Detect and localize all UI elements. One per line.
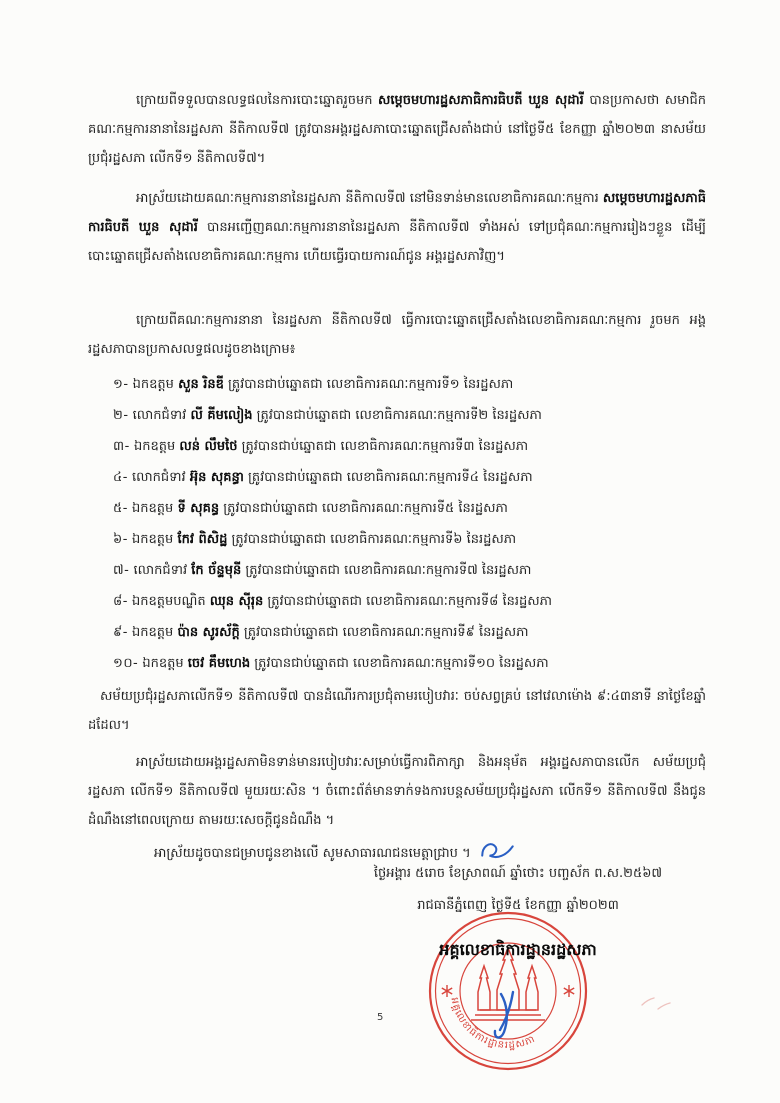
item-number: ១០-: [113, 656, 139, 671]
result-text: ត្រូវបានជាប់ឆ្នោតជា លេខាធិការគណៈកម្មការទី៩ នៃរដ្ឋសភា: [243, 625, 529, 640]
member-honorific: ឯកឧត្តម: [132, 532, 174, 547]
member-name: ឈុន ស៊ីរុន: [209, 594, 264, 609]
president-title-name-2: សម្តេចមហារដ្ឋសភាធិការធិបតី ឃួន សុដារី: [88, 191, 706, 235]
p1-post: បានប្រកាសថា សមាជិកគណៈកម្មការនានានៃរដ្ឋសភា នីតិកាលទី៧ ត្រូវបានអង្គរដ្ឋសភាបោះឆ្នោតជ្រើសតាំងជាប់ នៅថ្ងៃទី៥ ខែកញ្ញា ឆ្នាំ២០២៣ នាសម័យប្រជុំរដ្ឋសភា លើកទី១ នីតិកាលទី៧។: [88, 93, 706, 166]
member-name: កែ ច័ន្ទមុនី: [191, 563, 242, 578]
result-text: ត្រូវបានជាប់ឆ្នោតជា លេខាធិការគណៈកម្មការទី៧ នៃរដ្ឋសភា: [245, 563, 532, 578]
list-item-5: [88, 493, 710, 524]
result-text: ត្រូវបានជាប់ឆ្នោតជា លេខាធិការគណៈកម្មការទី៦ នៃរដ្ឋសភា: [231, 532, 517, 547]
p2-post: បានអញ្ជើញគណៈកម្មការនានានៃរដ្ឋសភា នីតិកាលទី៧ ទាំងអស់ ទៅប្រជុំគណៈកម្មការរៀងៗខ្លួន ដើម្បីបោះឆ្នោតជ្រើសតាំងលេខាធិការគណៈកម្មការ ហើយធ្វើរបាយការណ៍ជូន អង្គរដ្ឋសភាវិញ។: [88, 220, 706, 264]
result-text: ត្រូវបានជាប់ឆ្នោតជា លេខាធិការគណៈកម្មការទី៤ នៃរដ្ឋសភា: [248, 470, 533, 485]
list-item-9: [88, 617, 710, 648]
member-honorific: ឯកឧត្តម: [132, 501, 174, 516]
member-name: អ៊ុន សុគន្ធា: [189, 470, 244, 485]
list-item-4: [88, 462, 710, 493]
signer-title: អគ្គលេខាធិការដ្ឋានរដ្ឋសភា: [439, 940, 597, 959]
list-item-10: [88, 648, 710, 679]
paragraph-session-closed: សម័យប្រជុំរដ្ឋសភាលើកទី១ នីតិកាលទី៧ បានដំណើរការប្រជុំតាមរបៀបវារៈ ចប់សព្វគ្រប់ នៅវេលាម៉ោង ៩:៤៣នាទី នាថ្ងៃខែឆ្នាំដដែល។: [88, 689, 706, 733]
item-number: ៣-: [113, 439, 130, 454]
lunar-date-line: ថ្ងៃអង្គារ ៥រោច ខែស្រាពណ៍ ឆ្នាំថោះ បញ្ចស័ក ព.ស.២៥៦៧: [373, 866, 663, 881]
signature-block: [322, 858, 714, 970]
elected-secretaries-list: [88, 369, 710, 681]
member-honorific: លោកជំទាវ: [132, 470, 186, 485]
list-item-3: [88, 431, 710, 462]
member-name: លន់ លឹមថៃ: [179, 439, 238, 454]
paragraph-postponement: អាស្រ័យដោយអង្គរដ្ឋសភាមិនទាន់មានរបៀបវារៈសម្រាប់ធ្វើការពិភាក្សា និងអនុម័ត អង្គរដ្ឋសភាបានលើក សម័យប្រជុំរដ្ឋសភា លើកទី១ នីតិកាលទី៧ មួយរយៈសិន ។ ចំពោះព័ត៌មានទាក់ទងការបន្តសម័យប្រជុំរដ្ឋសភា លើកទី១ នីតិកាលទី៧ នឹងជូនដំណឹងនៅពេលក្រោយ តាមរយៈសេចក្តីជូនដំណឹង ។: [88, 755, 706, 828]
closing-text: អាស្រ័យដូចបានជម្រាបជូនខាងលើ សូមសាធារណជនមេត្តាជ្រាប ។: [154, 846, 471, 861]
list-item-6: [88, 524, 710, 555]
member-honorific: ឯកឧត្តមបណ្ឌិត: [132, 594, 206, 609]
member-name: លី គីមលៀង: [190, 408, 253, 423]
president-title-name: សម្តេចមហារដ្ឋសភាធិការធិបតី ឃួន សុដារី: [378, 93, 584, 108]
page-number: 5: [377, 1012, 384, 1023]
result-text: ត្រូវបានជាប់ឆ្នោតជា លេខាធិការគណៈកម្មការទី៥ នៃរដ្ឋសភា: [223, 501, 508, 516]
item-number: ៩-: [113, 625, 128, 640]
result-text: ត្រូវបានជាប់ឆ្នោតជា លេខាធិការគណៈកម្មការទី១ នៃរដ្ឋសភា: [228, 377, 514, 392]
item-number: ៧-: [113, 563, 130, 578]
result-text: ត្រូវបានជាប់ឆ្នោតជា លេខាធិការគណៈកម្មការទី៣ នៃរដ្ឋសភា: [241, 439, 529, 454]
p1-pre: ក្រោយពីទទួលបានលទ្ធផលនៃការបោះឆ្នោតរួចមក: [136, 93, 379, 108]
list-item-1: [88, 369, 710, 400]
item-number: ២-: [113, 408, 129, 423]
item-number: ៨-: [113, 594, 128, 609]
gregorian-date-line: រាជធានីភ្នំពេញ ថ្ងៃទី៥ ខែកញ្ញា ឆ្នាំ២០២៣: [417, 898, 619, 913]
member-honorific: ឯកឧត្តម: [132, 377, 174, 392]
stamp-ring-text: អគ្គលេខាធិការដ្ឋានរដ្ឋសភា: [448, 996, 538, 1052]
list-item-8: [88, 586, 710, 617]
item-number: ១-: [113, 377, 129, 392]
item-number: ៤-: [113, 470, 128, 485]
result-text: ត្រូវបានជាប់ឆ្នោតជា លេខាធិការគណៈកម្មការទី៨ នៃរដ្ឋសភា: [267, 594, 552, 609]
member-honorific: លោកជំទាវ: [132, 408, 187, 423]
member-honorific: ឯកឧត្តម: [133, 439, 176, 454]
result-text: ត្រូវបានជាប់ឆ្នោតជា លេខាធិការគណៈកម្មការទី២ នៃរដ្ឋសភា: [256, 408, 542, 423]
member-honorific: ឯកឧត្តម: [142, 656, 184, 671]
member-honorific: លោកជំទាវ: [133, 563, 188, 578]
member-name: ទី សុគន្ធ: [177, 501, 220, 516]
member-name: សួន រិនឌី: [178, 377, 224, 392]
member-name: កែវ ពិសិដ្ឋ: [177, 532, 228, 547]
list-item-2: [88, 400, 710, 431]
member-name: ប៉ាន សូរស័ក្តិ: [177, 625, 240, 640]
paragraph-announcement: [88, 86, 706, 175]
member-name: ចេវ គឹមហេង: [187, 656, 251, 671]
paragraph-results-intro: ក្រោយពីគណៈកម្មការនានា នៃរដ្ឋសភា នីតិកាលទី៧ ធ្វើការបោះឆ្នោតជ្រើសតាំងលេខាធិការគណៈកម្មការ រួចមក អង្គរដ្ឋសភាបានប្រកាសលទ្ធផលដូចខាងក្រោម៖: [88, 313, 706, 357]
list-item-7: [88, 555, 710, 586]
item-number: ៥-: [113, 501, 128, 516]
paragraph-invitation: [88, 184, 706, 303]
item-number: ៦-: [113, 532, 128, 547]
result-text: ត្រូវបានជាប់ឆ្នោតជា លេខាធិការគណៈកម្មការទី១០ នៃរដ្ឋសភា: [254, 656, 549, 671]
member-honorific: ឯកឧត្តម: [132, 625, 174, 640]
p2-pre: អាស្រ័យដោយគណៈកម្មការនានានៃរដ្ឋសភា នីតិកាលទី៧ នៅមិនទាន់មានលេខាធិការគណៈកម្មការ: [136, 191, 603, 206]
